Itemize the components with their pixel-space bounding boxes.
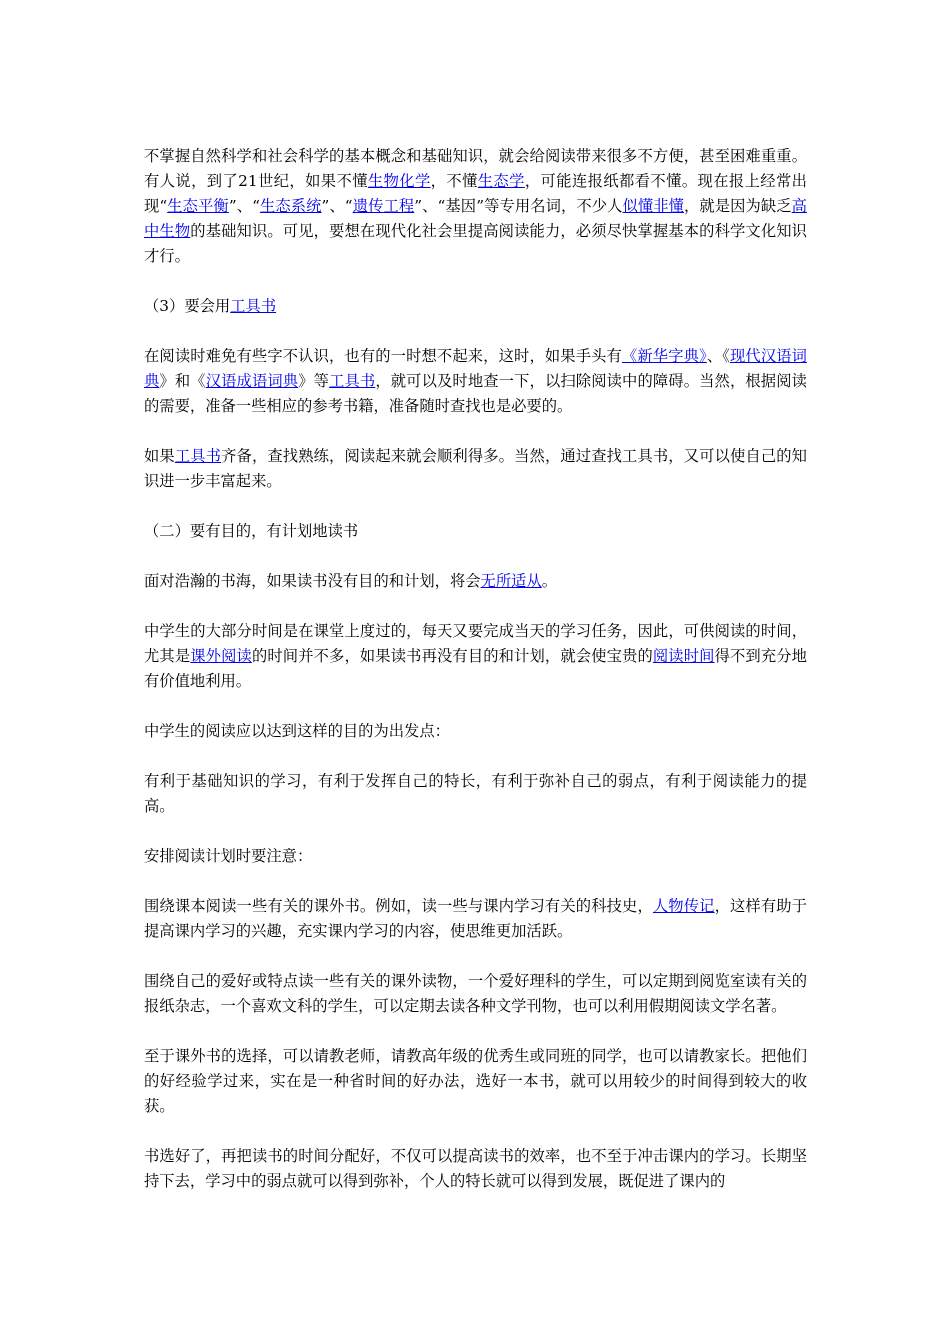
- text-run: ，不懂: [430, 172, 478, 190]
- text-run: （二）要有目的，有计划地读书: [144, 522, 359, 540]
- text-run: （3）要会用: [144, 297, 231, 315]
- link-reading-time[interactable]: 阅读时间: [652, 647, 715, 665]
- paragraph: [144, 344, 807, 419]
- link-ecology[interactable]: 生态学: [477, 172, 525, 190]
- text-run: 齐备，查找熟练，阅读起来就会顺利得多。当然，通过查找工具书，又可以使自己的知识进一步丰富起来。: [144, 447, 807, 490]
- text-run: 、《: [706, 347, 730, 365]
- text-run: 面对浩瀚的书海，如果读书没有目的和计划，将会: [144, 572, 481, 590]
- text-run: 的基础知识。可见，要想在现代化社会里提高阅读能力，必须尽快掌握基本的科学文化知识才行。: [144, 222, 807, 265]
- section-heading: [144, 519, 807, 544]
- text-run: 在阅读时难免有些字不认识，也有的一时想不起来，这时，如果手头有: [144, 347, 622, 365]
- document-page: [144, 144, 807, 1219]
- text-run: 围绕自己的爱好或特点读一些有关的课外读物，一个爱好理科的学生，可以定期到阅览室读有关的报纸杂志，一个喜欢文科的学生，可以定期去读各种文学刊物，也可以利用假期阅读文学名著。: [144, 972, 807, 1015]
- link-modern-chinese-dictionary[interactable]: 现代汉语词典: [144, 347, 807, 390]
- paragraph: [144, 444, 807, 494]
- text-run: 得不到充分地有价值地利用。: [144, 647, 807, 690]
- paragraph: [144, 619, 807, 694]
- link-reference-books[interactable]: 工具书: [329, 372, 376, 390]
- paragraph: [144, 719, 807, 744]
- text-run: ”、“: [228, 197, 260, 215]
- text-run: ，就是因为缺乏: [684, 197, 792, 215]
- paragraph: [144, 969, 807, 1019]
- text-run: ”、“: [321, 197, 353, 215]
- link-high-school-biology[interactable]: 高中生物: [144, 197, 807, 240]
- text-run: 不掌握自然科学和社会科学的基本概念和基础知识，就会给阅读带来很多不方便，甚至困难重重。有人说，到了21世纪，如果不懂: [144, 147, 807, 190]
- text-run: ”、“基因”等专用名词，不少人: [414, 197, 623, 215]
- text-run: 围绕课本阅读一些有关的课外书。例如，读一些与课内学习有关的科技史，: [144, 897, 653, 915]
- link-genetic-engineering[interactable]: 遗传工程: [352, 197, 415, 215]
- link-extracurricular-reading[interactable]: 课外阅读: [190, 647, 252, 665]
- link-xinhua-dictionary[interactable]: 《新华字典》: [621, 347, 707, 365]
- text-run: 至于课外书的选择，可以请教老师，请教高年级的优秀生或同班的同学，也可以请教家长。把他们的好经验学过来，实在是一种省时间的好办法，选好一本书，就可以用较少的时间得到较大的收获。: [144, 1047, 807, 1115]
- text-run: 》等: [298, 372, 330, 390]
- link-biochemistry[interactable]: 生物化学: [367, 172, 431, 190]
- text-run: 安排阅读计划时要注意：: [144, 847, 313, 865]
- text-run: ，就可以及时地查一下，以扫除阅读中的障碍。当然，根据阅读的需要，准备一些相应的参考书籍，准备随时查找也是必要的。: [144, 372, 807, 415]
- text-run: 》和《: [159, 372, 206, 390]
- link-at-a-loss[interactable]: 无所适从: [480, 572, 542, 590]
- text-run: ，可能连报纸都看不懂。现在报上经常出现“: [144, 172, 807, 215]
- paragraph: [144, 894, 807, 944]
- text-run: 有利于基础知识的学习，有利于发挥自己的特长，有利于弥补自己的弱点，有利于阅读能力的提高。: [144, 772, 807, 815]
- paragraph: [144, 1144, 807, 1194]
- link-ecosystem[interactable]: 生态系统: [259, 197, 322, 215]
- text-run: 。: [541, 572, 558, 590]
- text-run: 如果: [144, 447, 175, 465]
- paragraph: [144, 569, 807, 594]
- text-run: 中学生的阅读应以达到这样的目的为出发点：: [144, 722, 450, 740]
- text-run: 的时间并不多，如果读书再没有目的和计划，就会使宝贵的: [251, 647, 653, 665]
- link-idiom-dictionary[interactable]: 汉语成语词典: [205, 372, 299, 390]
- text-run: 中学生的大部分时间是在课堂上度过的，每天又要完成当天的学习任务，因此，可供阅读的时间，尤其是: [144, 622, 807, 665]
- text-run: 书选好了，再把读书的时间分配好，不仅可以提高读书的效率，也不至于冲击课内的学习。长期坚持下去，学习中的弱点就可以得到弥补，个人的特长就可以得到发展，既促进了课内的: [144, 1147, 807, 1190]
- paragraph: [144, 1044, 807, 1119]
- paragraph: [144, 769, 807, 819]
- text-run: ，这样有助于提高课内学习的兴趣，充实课内学习的内容，使思维更加活跃。: [144, 897, 807, 940]
- link-reference-books[interactable]: 工具书: [174, 447, 222, 465]
- link-biography[interactable]: 人物传记: [652, 897, 715, 915]
- section-heading: [144, 294, 807, 319]
- paragraph: [144, 844, 807, 869]
- link-reference-books[interactable]: 工具书: [230, 297, 277, 315]
- link-ecological-balance[interactable]: 生态平衡: [167, 197, 229, 215]
- link-half-understand[interactable]: 似懂非懂: [622, 197, 685, 215]
- paragraph: [144, 144, 807, 269]
